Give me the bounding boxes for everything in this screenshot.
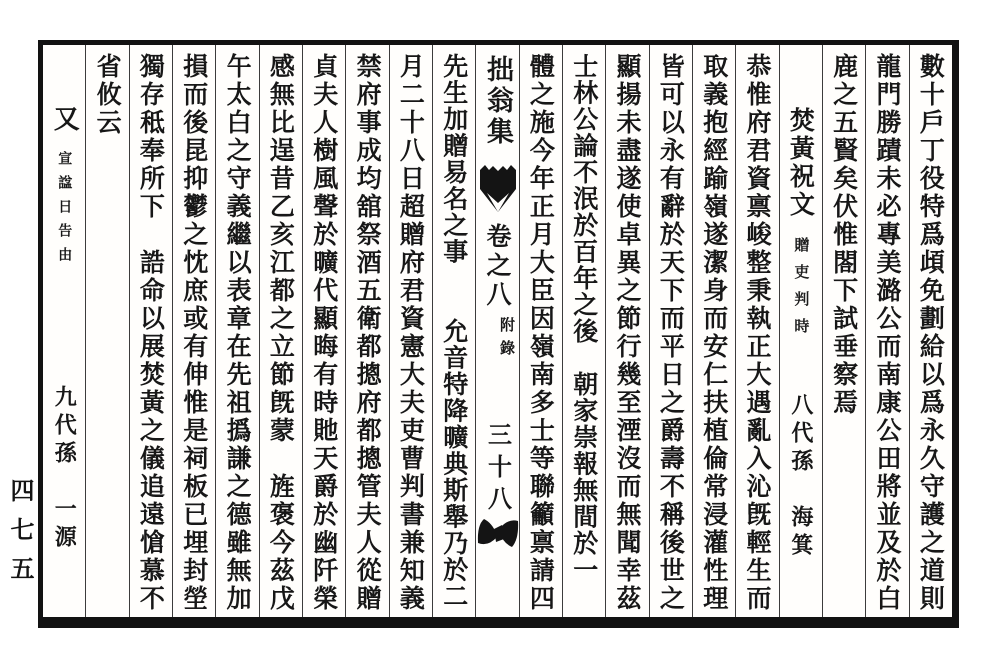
text-column-8 (562, 45, 605, 617)
column-text: 午太白之守義繼以表章在先祖撝謙之德雖無加 (223, 53, 253, 613)
text-column-7 (605, 45, 648, 617)
text-column-9 (519, 45, 562, 617)
text-column-12 (345, 45, 388, 617)
column-text: 先生加贈易名之事 允音特降曠典斯舉乃於二 (439, 53, 469, 610)
volume-label: 卷之八 (483, 223, 513, 310)
column-text: 取義抱經踰嶺遂潔身而安仁扶植倫常浸灌性理 (699, 53, 729, 613)
column-text: 鹿之五賢矣伏惟閤下試垂察焉 (829, 53, 859, 417)
text-column-4 (735, 45, 778, 617)
text-column-11 (389, 45, 432, 617)
heading-column (779, 45, 822, 617)
text-column-6 (649, 45, 692, 617)
column-text: 數十戶丁役特爲頉免劃給以爲永久守護之道則 (916, 53, 946, 613)
column-text: 恭惟府君資禀峻整秉執正大遇亂入沁旣輕生而 (743, 53, 773, 613)
column-text: 士林公論不泯於百年之後 朝家崇報無間於一 (569, 53, 599, 583)
text-column-15 (215, 45, 258, 617)
author-signature: 九代孫 一源 (51, 385, 78, 553)
floral-fishtail-icon (476, 513, 519, 559)
column-text: 感無比逞昔乙亥江都之立節旣蒙 旌褒今茲戊 (266, 53, 296, 613)
text-column-10 (432, 45, 475, 617)
section-heading: 焚黃祝文 (786, 107, 816, 219)
text-column-13 (302, 45, 345, 617)
column-text: 獨存秪奉所下 誥命以展焚黃之儀追遠愴慕不 (136, 53, 166, 613)
text-column-1 (909, 45, 952, 617)
column-text: 皆可以永有辭於天下而平日之爵壽不稱後世之 (656, 53, 686, 613)
text-column-18 (85, 45, 128, 617)
text-column-16 (172, 45, 215, 617)
column-text: 月二十八日超贈府君資憲大夫吏曹判書兼知義 (396, 53, 426, 613)
column-text: 體之施今年正月大臣因嶺南多士等聯籲禀請四 (526, 53, 556, 613)
author-signature: 八代孫 海箕 (787, 393, 814, 561)
folio-page-number: 三十八 (483, 422, 513, 518)
text-column-17 (129, 45, 172, 617)
text-columns (43, 45, 952, 617)
column-text: 省攸云 (93, 53, 123, 137)
text-column-2 (865, 45, 908, 617)
black-fishtail-icon (479, 163, 517, 219)
column-text: 損而後昆抑鬱之忱庶或有伸惟是祠板已埋封塋 (179, 53, 209, 613)
text-column-3 (822, 45, 865, 617)
again-marker: 又 (49, 105, 80, 134)
column-text: 貞夫人樹風聲於曠代顯晦有時貤天爵於幽阡榮 (309, 53, 339, 613)
interlinear-note: 宣諡日告由 (56, 151, 73, 271)
text-column-14 (259, 45, 302, 617)
center-gutter-column (475, 45, 518, 617)
column-text: 顯揚未盡遂使卓異之節行幾至湮沒而無聞幸茲 (613, 53, 643, 613)
margin-page-number: 四七五 (6, 478, 35, 595)
column-text: 禁府事成均舘祭酒五衛都摠府都摠管夫人從贈 (353, 53, 383, 613)
section-label: 附錄 (498, 317, 517, 363)
text-column-5 (692, 45, 735, 617)
column-text: 龍門勝蹟未必專美潞公而南康公田將並及於白 (873, 53, 902, 613)
closing-column (43, 45, 85, 617)
woodblock-page-frame (38, 40, 959, 628)
section-subheading: 贈吏判時 (792, 237, 811, 345)
book-title: 拙翁集 (482, 55, 514, 148)
